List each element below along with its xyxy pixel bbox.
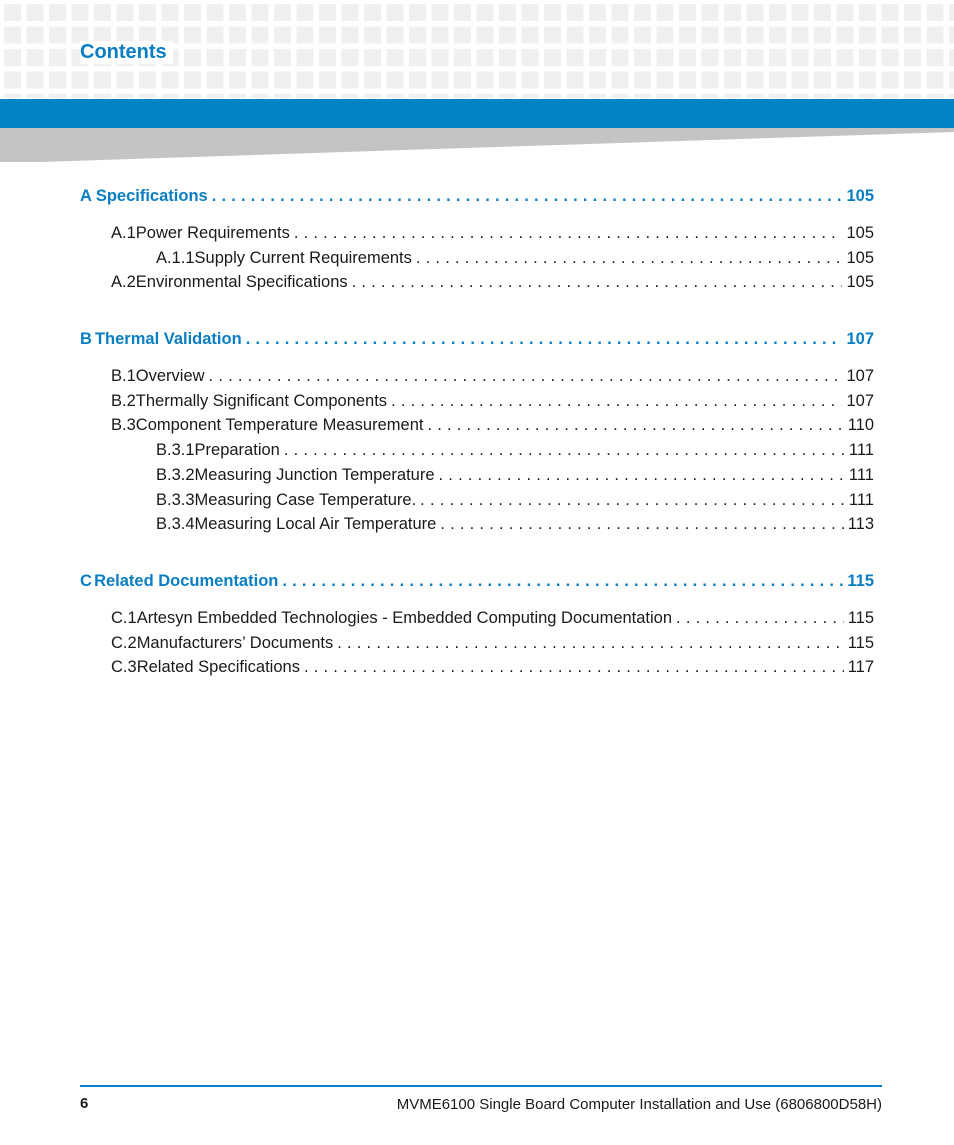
toc-entry-number: A.1.1 [156,249,195,267]
toc-entry-number: B.3.1 [156,441,195,459]
toc-entry-number: A [80,187,92,205]
toc-entry-number: B.2 [111,392,136,410]
toc-dot-leader [352,272,843,292]
toc-entry-chapter[interactable] [80,571,874,591]
toc-entry-number: C.3 [111,658,137,676]
toc-entry-number: A.2 [111,273,136,291]
toc-entry-section[interactable] [111,657,874,677]
toc-dot-leader [246,329,843,349]
toc-entry-section[interactable] [111,633,874,653]
toc-entry-page: 105 [846,187,874,205]
toc-dot-leader [676,608,844,628]
toc-dot-leader [209,366,843,386]
toc-entry-number: B [80,330,92,348]
toc-entry-page: 115 [847,609,874,627]
toc-entry-number: B.1 [111,367,136,385]
toc-entry-page: 105 [846,224,874,242]
toc-entry-title: Power Requirements [135,224,290,242]
toc-entry-page: 105 [846,249,874,267]
toc-entry-title: Thermal Validation [94,330,242,348]
toc-dot-leader [294,223,843,243]
toc-dot-leader [337,633,843,653]
toc-entry-subsection[interactable] [156,465,874,485]
toc-entry-title: Preparation [194,441,280,459]
toc-entry-chapter[interactable] [80,186,874,206]
toc-entry-page: 111 [848,466,874,484]
footer-document-title: MVME6100 Single Board Computer Installation and Use (6806800D58H) [396,1096,882,1113]
toc-entry-section[interactable] [111,223,874,243]
toc-entry-page: 107 [846,367,874,385]
toc-entry-number: C [80,572,92,590]
toc-entry-subsection[interactable] [156,490,874,510]
toc-entry-section[interactable] [111,391,874,411]
toc-entry-number: B.3.4 [156,515,195,533]
toc-entry-subsection[interactable] [156,440,874,460]
toc-dot-leader [304,657,844,677]
toc-entry-title: Artesyn Embedded Technologies - Embedded Computing Documentation [136,609,673,627]
toc-dot-leader [427,415,843,435]
toc-entry-title: Measuring Case Temperature. [194,491,417,509]
toc-entry-section[interactable] [111,366,874,386]
toc-dot-leader [284,440,845,460]
toc-entry-section[interactable] [111,608,874,628]
toc-entry-title: Measuring Junction Temperature [194,466,435,484]
footer-page-number: 6 [80,1095,89,1112]
toc-entry-section[interactable] [111,272,874,292]
toc-entry-title: Measuring Local Air Temperature [194,515,437,533]
toc-dot-leader [416,248,843,268]
toc-dot-leader [282,571,843,591]
toc-entry-section[interactable] [111,415,874,435]
toc-entry-title: Manufacturers’ Documents [136,634,334,652]
toc-entry-page: 107 [846,330,874,348]
toc-entry-title: Component Temperature Measurement [135,416,424,434]
toc-entry-title: Thermally Significant Components [135,392,388,410]
toc-entry-page: 117 [847,658,874,676]
toc-entry-title: Related Documentation [94,572,279,590]
toc-entry-page: 115 [847,572,874,590]
footer-divider [80,1085,882,1087]
toc-dot-leader [212,186,843,206]
toc-entry-subsection[interactable] [156,248,874,268]
toc-dot-leader [391,391,842,411]
toc-entry-page: 110 [847,416,874,434]
toc-entry-number: C.2 [111,634,137,652]
toc-entry-number: C.1 [111,609,137,627]
header-blue-bar [0,99,954,128]
toc-entry-page: 113 [847,515,874,533]
toc-entry-title: Environmental Specifications [135,273,348,291]
toc-entry-number: B.3 [111,416,136,434]
toc-entry-page: 111 [848,491,874,509]
toc-dot-leader [439,465,845,485]
toc-dot-leader [420,490,845,510]
toc-entry-number: A.1 [111,224,136,242]
toc-entry-title: Specifications [95,187,208,205]
toc-entry-title: Supply Current Requirements [194,249,412,267]
toc-entry-page: 107 [846,392,874,410]
toc-entry-subsection[interactable] [156,514,874,534]
toc-entry-chapter[interactable] [80,329,874,349]
toc-dot-leader [440,514,843,534]
page-title: Contents [80,41,173,64]
toc-entry-page: 111 [848,441,874,459]
header-gray-wedge [0,128,954,168]
toc-entry-page: 115 [847,634,874,652]
toc-entry-title: Overview [135,367,205,385]
toc-entry-title: Related Specifications [136,658,300,676]
toc-entry-number: B.3.3 [156,491,195,509]
toc-entry-page: 105 [846,273,874,291]
toc-entry-number: B.3.2 [156,466,195,484]
